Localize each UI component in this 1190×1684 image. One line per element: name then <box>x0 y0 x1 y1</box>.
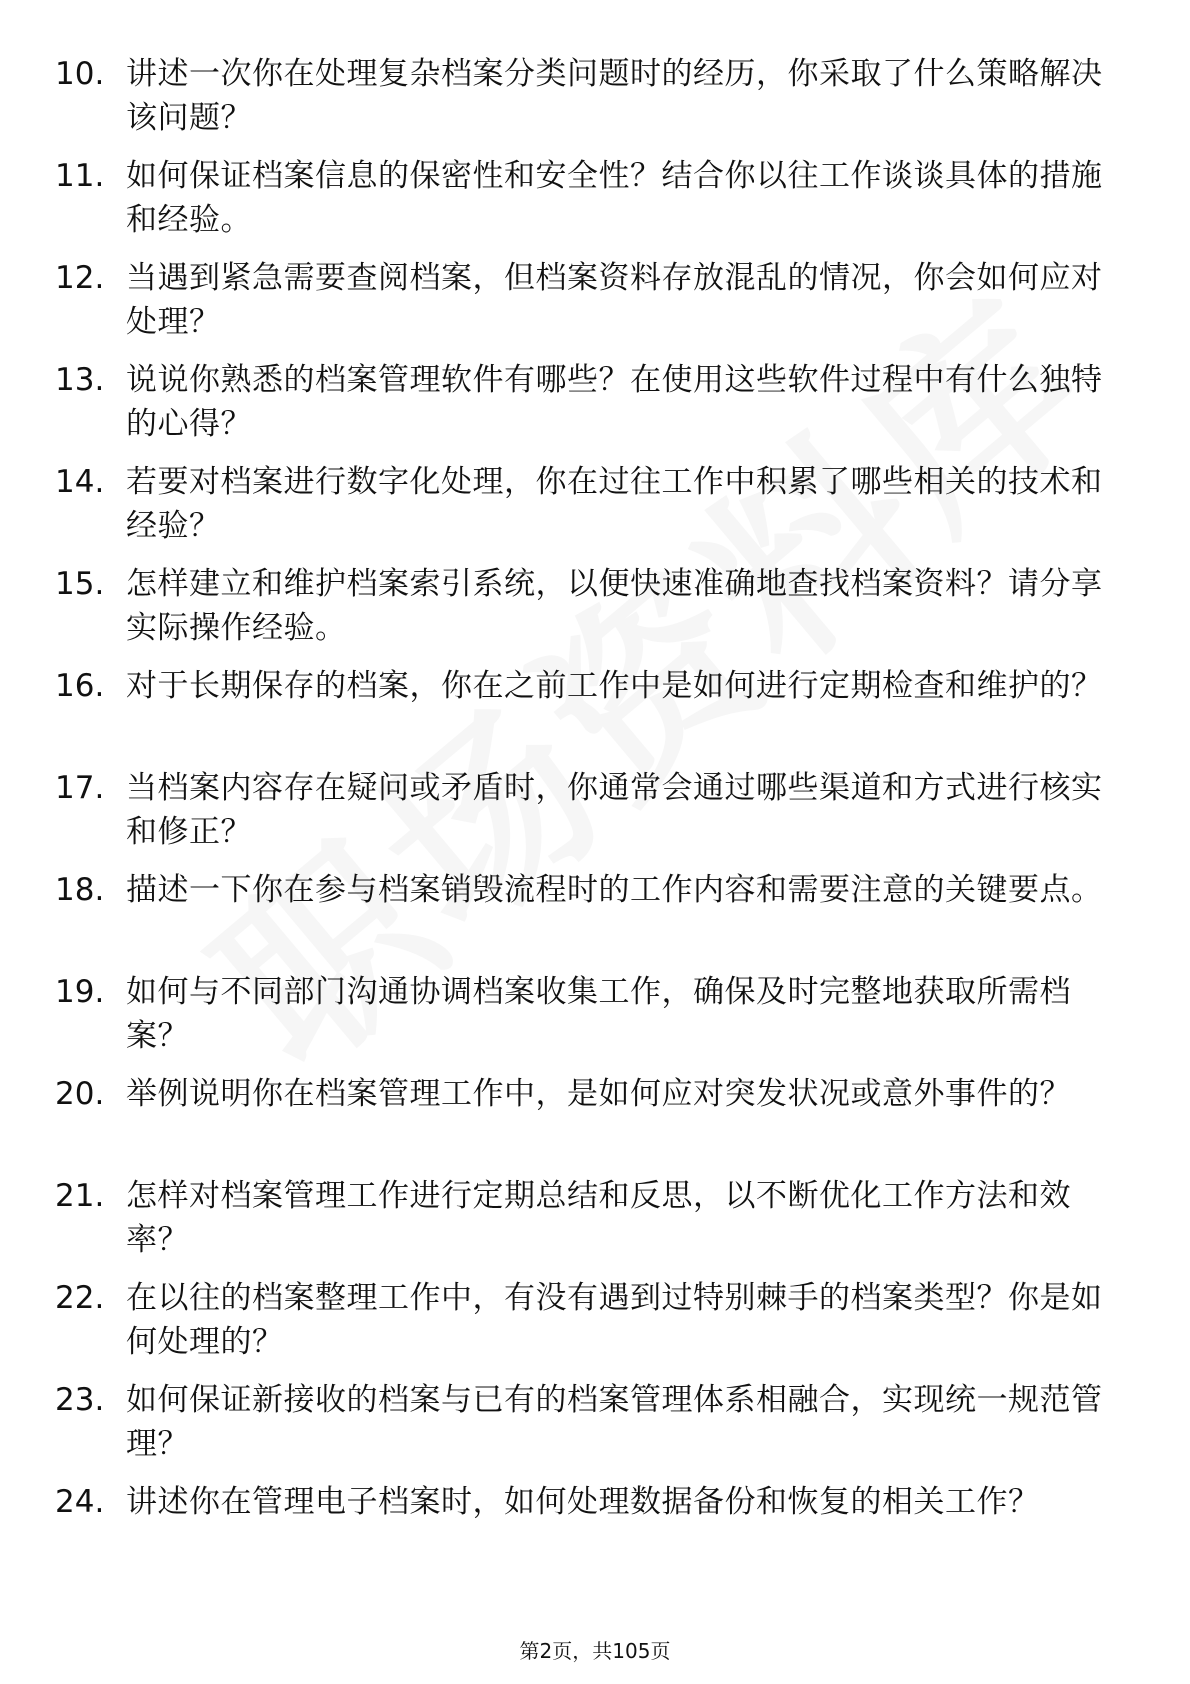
question-text: 怎样对档案管理工作进行定期总结和反思，以不断优化工作方法和效率？ <box>126 1178 1071 1258</box>
question-item <box>0 1072 1190 1174</box>
question-number: 12. <box>55 260 105 296</box>
page-number-footer: 第2页，共105页 <box>519 1639 671 1663</box>
question-number: 11. <box>55 158 105 194</box>
question-number: 16. <box>55 668 105 704</box>
question-number: 14. <box>55 464 105 500</box>
question-text: 当档案内容存在疑问或矛盾时，你通常会通过哪些渠道和方式进行核实和修正？ <box>126 770 1103 850</box>
question-text: 若要对档案进行数字化处理，你在过往工作中积累了哪些相关的技术和经验？ <box>126 464 1103 544</box>
question-number: 10. <box>55 56 105 92</box>
question-number: 22. <box>55 1280 105 1316</box>
question-text: 怎样建立和维护档案索引系统，以便快速准确地查找档案资料？请分享实际操作经验。 <box>126 566 1103 646</box>
question-text: 当遇到紧急需要查阅档案，但档案资料存放混乱的情况，你会如何应对处理？ <box>126 260 1103 340</box>
question-text: 如何保证档案信息的保密性和安全性？结合你以往工作谈谈具体的措施和经验。 <box>126 158 1103 238</box>
question-number: 15. <box>55 566 105 602</box>
question-item <box>0 52 1190 154</box>
question-item <box>0 460 1190 562</box>
question-item <box>0 970 1190 1072</box>
question-item <box>0 766 1190 868</box>
question-number: 19. <box>55 974 105 1010</box>
question-text: 说说你熟悉的档案管理软件有哪些？在使用这些软件过程中有什么独特的心得？ <box>126 362 1103 442</box>
question-number: 20. <box>55 1076 105 1112</box>
question-text: 在以往的档案整理工作中，有没有遇到过特别棘手的档案类型？你是如何处理的？ <box>126 1280 1103 1360</box>
question-item <box>0 1276 1190 1378</box>
question-text: 如何保证新接收的档案与已有的档案管理体系相融合，实现统一规范管理？ <box>126 1382 1103 1462</box>
question-text: 对于长期保存的档案，你在之前工作中是如何进行定期检查和维护的？ <box>126 668 1103 704</box>
question-item <box>0 1378 1190 1480</box>
question-item <box>0 1174 1190 1276</box>
question-number: 24. <box>55 1484 105 1520</box>
question-item <box>0 562 1190 664</box>
question-number: 17. <box>55 770 105 806</box>
question-number: 23. <box>55 1382 105 1418</box>
question-number: 21. <box>55 1178 105 1214</box>
question-text: 举例说明你在档案管理工作中，是如何应对突发状况或意外事件的？ <box>126 1076 1071 1112</box>
question-number: 18. <box>55 872 105 908</box>
question-item <box>0 358 1190 460</box>
question-item <box>0 256 1190 358</box>
question-text: 讲述一次你在处理复杂档案分类问题时的经历，你采取了什么策略解决该问题？ <box>126 56 1103 136</box>
question-number: 13. <box>55 362 105 398</box>
question-item <box>0 868 1190 970</box>
question-item <box>0 1480 1190 1582</box>
question-text: 讲述你在管理电子档案时，如何处理数据备份和恢复的相关工作？ <box>126 1484 1040 1520</box>
question-text: 描述一下你在参与档案销毁流程时的工作内容和需要注意的关键要点。 <box>126 872 1103 908</box>
question-item <box>0 154 1190 256</box>
question-list <box>0 52 1190 1582</box>
question-item <box>0 664 1190 766</box>
question-text: 如何与不同部门沟通协调档案收集工作，确保及时完整地获取所需档案？ <box>126 974 1071 1054</box>
